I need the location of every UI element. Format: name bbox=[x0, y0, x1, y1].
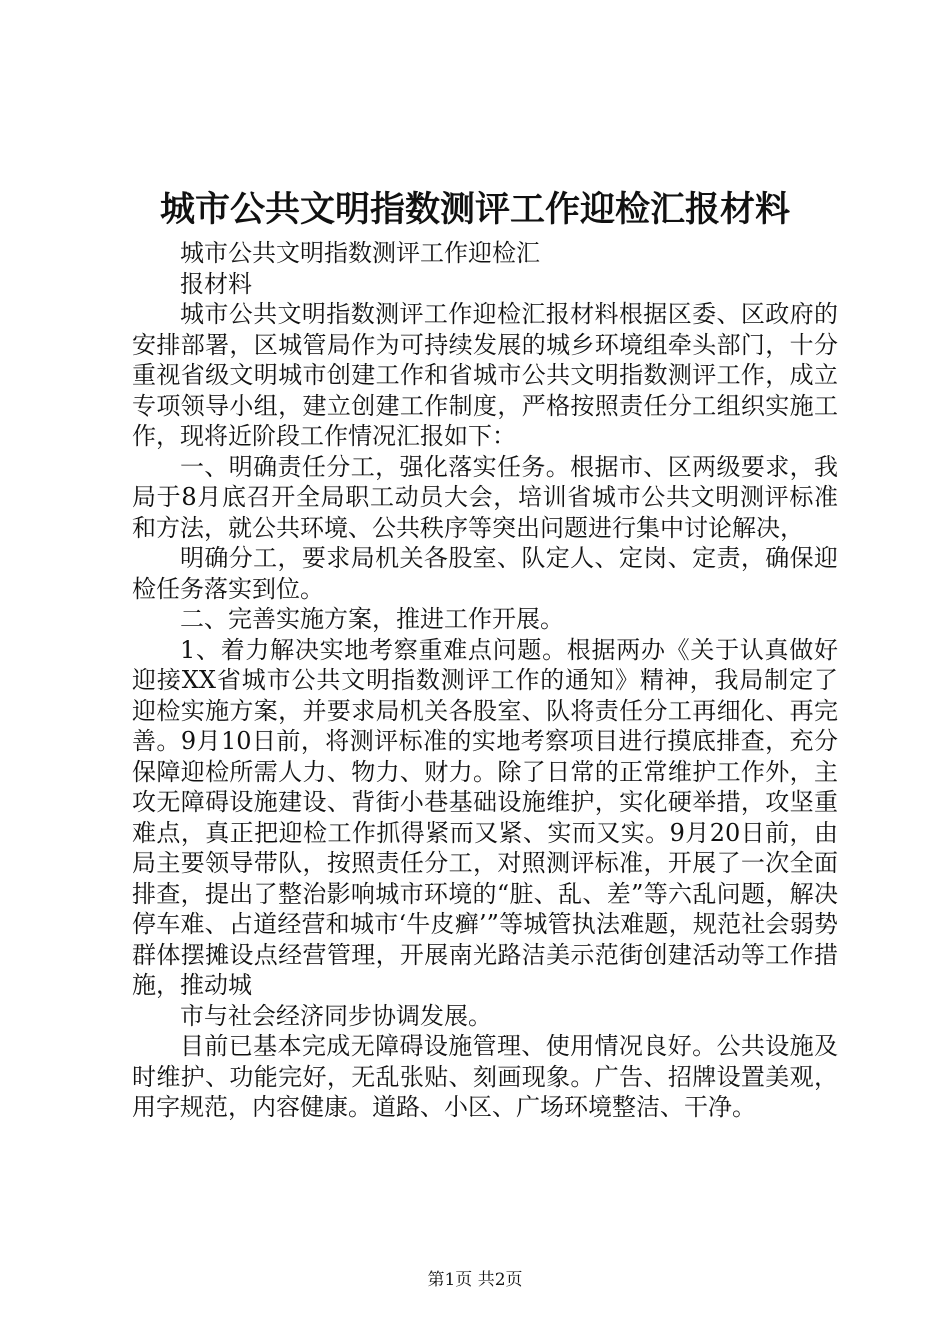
subtitle-line-1: 城市公共文明指数测评工作迎检汇 bbox=[180, 239, 540, 267]
paragraph-item-1-cont: 市与社会经济同步协调发展。 bbox=[180, 1001, 492, 1030]
paragraph-current-status: 目前已基本完成无障碍设施管理、使用情况良好。公共设施及时维护、功能完好，无乱张贴、刻画现象。广告、招牌设置美观，用字规范，内容健康。道路、小区、广场环境整洁、干净。 bbox=[132, 1032, 838, 1121]
subtitle-line-2: 报材料 bbox=[180, 269, 252, 298]
paragraph-intro: 城市公共文明指数测评工作迎检汇报材料根据区委、区政府的安排部署，区城管局作为可持续发展的城乡环境组牵头部门，十分重视省级文明城市创建工作和省城市公共文明指数测评工作，成立专项领导小组，建立创建工作制度，严格按照责任分工组织实施工作，现将近阶段工作情况汇报如下： bbox=[132, 300, 838, 450]
paragraph-section-1: 一、明确责任分工，强化落实任务。根据市、区两级要求，我局于8月底召开全局职工动员大会，培训省城市公共文明测评标准和方法，就公共环境、公共秩序等突出问题进行集中讨论解决， bbox=[132, 452, 838, 542]
document-title: 城市公共文明指数测评工作迎检汇报材料 bbox=[159, 189, 790, 230]
paragraph-section-1-cont: 明确分工，要求局机关各股室、队定人、定岗、定责，确保迎检任务落实到位。 bbox=[132, 544, 838, 603]
paragraph-item-1: 1、着力解决实地考察重难点问题。根据两办《关于认真做好迎接XX省城市公共文明指数测评工作的通知》精神，我局制定了迎检实施方案，并要求局机关各股室、队将责任分工再细化、再完善。9月10日前，将测评标准的实地考察项目进行摸底排查，充分保障迎检所需人力、物力、财力。除了日常的正常维护工作外，主攻无障碍设施建设、背街小巷基础设施维护，实化硬举措，攻坚重难点，真正把迎检工作抓得紧而又紧、实而又实。9月20日前，由局主要领导带队，按照责任分工，对照测评标准，开展了一次全面排查，提出了整治影响城市环境的“脏、乱、差”等六乱问题，解决停车难、占道经营和城市‘牛皮癣’”等城管执法难题，规范社会弱势群体摆摊设点经营管理，开展南光路洁美示范街创建活动等工作措施，推动城 bbox=[132, 635, 838, 999]
document-body bbox=[132, 238, 838, 1123]
paragraph-section-2-heading: 二、完善实施方案，推进工作开展。 bbox=[180, 605, 564, 633]
page-footer: 第1页 共2页 bbox=[427, 1270, 523, 1290]
